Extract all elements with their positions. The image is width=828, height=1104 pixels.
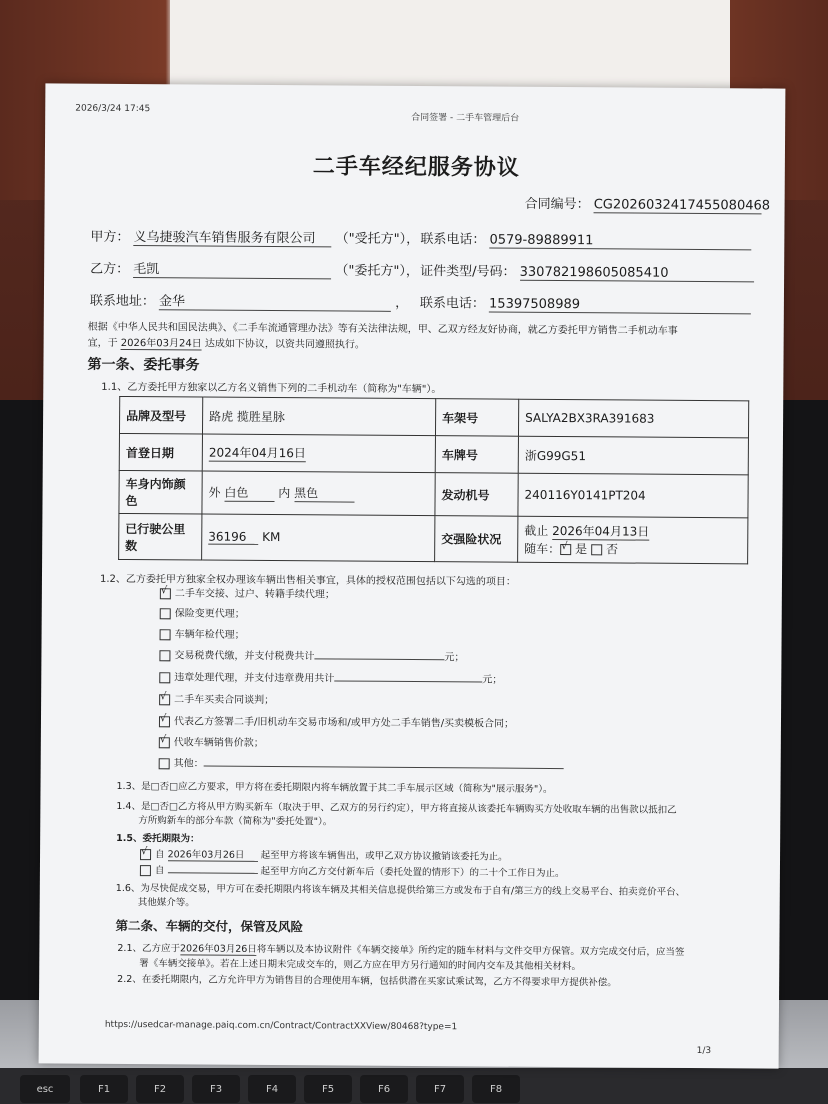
clause-1-4a: 1.4、是□否□乙方将从甲方购买新车（取决于甲、乙双方的另行约定），甲方将直接从该委托车辆购买方处收取车辆的出售款以抵扣乙	[116, 800, 677, 816]
key-f1: F1	[80, 1075, 128, 1103]
print-system-title: 合同签署 - 二手车管理后台	[411, 112, 520, 124]
option-item: √二手车买卖合同谈判；	[159, 690, 274, 706]
option-item: 车辆年检代理；	[160, 625, 245, 641]
contract-number	[524, 193, 771, 215]
key-esc: esc	[20, 1075, 70, 1103]
clause-1-5b: 自 起至甲方向乙方交付新车后（委托处置的情形下）的二十个工作日为止。	[140, 862, 565, 879]
checkbox-icon	[159, 672, 170, 683]
exterior-color: 白色	[224, 484, 274, 502]
option-item: √二手车交接、过户、转籍手续代理；	[160, 584, 335, 600]
clause-1-1: 1.1、乙方委托甲方独家以乙方名义销售下列的二手机动车（简称为"车辆"）。	[101, 381, 442, 396]
option-item: √代表乙方签署二手/旧机动车交易市场和/或甲方处二手车销售/买卖模板合同；	[159, 712, 514, 729]
party-b-id-row: 证件类型/号码： 330782198605085410	[420, 260, 754, 282]
option-item: 其他：	[159, 754, 564, 772]
option-item: 违章处理代理，并支付违章费用共计 元；	[159, 668, 502, 685]
print-datetime: 2026/3/24 17:45	[75, 103, 151, 115]
contract-no-value: CG2026032417455080468	[593, 197, 771, 214]
no-checkbox	[591, 544, 602, 555]
intro-date: 2026年03月24日	[121, 334, 202, 351]
party-a-row: 甲方： 义乌捷骏汽车销售服务有限公司 （"受托方"），	[90, 226, 419, 248]
party-b-phone-row: 联系电话： 15397508989	[420, 292, 751, 314]
intro-line-2: 宜，于 2026年03月24日 达成如下协议，以资共同遵照执行。	[88, 334, 365, 352]
option-item: 交易税费代缴，并支付税费共计 元；	[159, 646, 464, 663]
party-b-phone: 15397508989	[489, 297, 751, 315]
key-f2: F2	[136, 1075, 184, 1103]
key-f5: F5	[304, 1075, 352, 1103]
checkbox-icon	[159, 650, 170, 661]
clause-1-5a: √自 2026年03月26日 起至甲方将该车辆售出，或甲乙双方协议撤销该委托为止。	[140, 846, 508, 864]
contract-no-label: 合同编号：	[524, 196, 590, 213]
key-f4: F4	[248, 1075, 296, 1103]
clause-1-5: 1.5、委托期限为：	[116, 832, 200, 845]
reg-date-value: 2024年04月16日	[208, 445, 306, 461]
document-title: 二手车经纪服务协议	[312, 154, 520, 181]
clause-1-6a: 1.6、为尽快促成交易，甲方可在委托期限内将该车辆及其相关信息提供给第三方或发布于自有/第三方的线上交易平台、拍卖竞价平台、	[115, 882, 686, 898]
insurance-date: 2026年04月13日	[552, 523, 650, 539]
key-f3: F3	[192, 1075, 240, 1103]
clause-1-3: 1.3、是□否□应乙方要求，甲方将在委托期限内将车辆放置于其二手车展示区域（简称为"展示服务"）。	[116, 780, 553, 795]
page-number: 1/3	[696, 1045, 712, 1057]
party-b-address-row: 联系地址： 金华 ，	[90, 290, 408, 312]
party-b-address: 金华	[159, 290, 391, 312]
checkbox-icon	[159, 716, 170, 727]
key-f8: F8	[472, 1075, 520, 1103]
checkbox-icon	[160, 629, 171, 640]
section-1-heading: 第一条、委托事务	[87, 356, 200, 374]
party-b-name: 毛凯	[133, 258, 331, 279]
checkbox-icon	[159, 758, 170, 769]
party-b-id: 330782198605085410	[520, 265, 754, 283]
section-2-heading: 第二条、车辆的交付，保管及风险	[115, 917, 304, 935]
option-item: √代收车辆销售价款；	[159, 733, 264, 749]
clause-1-4b: 方所购新车的部分车款（简称为"委托处置"）。	[138, 815, 333, 828]
party-a-phone-row: 联系电话： 0579-89889911	[420, 228, 751, 250]
mileage-value: 36196	[208, 530, 258, 545]
plate-value: 浙G99G51	[518, 436, 748, 475]
checkbox-icon	[159, 737, 170, 748]
clause-2-1b: 署《车辆交接单》。若在上述日期未完成交车的，则乙方应在甲方另行通知的时间内交车及其他相关材料。	[139, 958, 582, 973]
party-a-name: 义乌捷骏汽车销售服务有限公司	[133, 226, 331, 247]
contract-paper	[39, 83, 786, 1068]
party-b-row: 乙方： 毛凯 （"委托方"），	[90, 258, 419, 280]
key-f6: F6	[360, 1075, 408, 1103]
party-a-phone: 0579-89889911	[489, 233, 751, 251]
table-row: 车身内饰颜色 外 白色 内 黑色 发动机号 240116Y0141PT204	[119, 470, 748, 517]
table-row: 已行驶公里数 36196 KM 交强险状况 截止 2026年04月13日 随车：√ 是 否	[119, 513, 748, 563]
footer-url: https://usedcar-manage.paiq.com.cn/Contract/ContractXXView/80468?type=1	[104, 1019, 458, 1033]
engine-value: 240116Y0141PT204	[518, 473, 748, 518]
table-row: 首登日期 2024年04月16日 车牌号 浙G99G51	[119, 433, 748, 474]
key-f7: F7	[416, 1075, 464, 1103]
option-item: 保险变更代理；	[160, 604, 245, 620]
brand-value: 路虎 揽胜星脉	[202, 397, 435, 436]
checkbox-icon	[160, 608, 171, 619]
clause-2-1a: 2.1、乙方应于2026年03月26日将车辆以及本协议附件《车辆交接单》所约定的随车材料与文件交甲方保管。双方完成交付后，应当签	[117, 940, 684, 959]
clause-1-2: 1.2、乙方委托甲方独家全权办理该车辆出售相关事宜，具体的授权范围包括以下勾选的项目：	[99, 573, 516, 588]
vehicle-info-table	[118, 396, 749, 564]
checkbox-icon	[159, 694, 170, 705]
intro-line-1: 根据《中华人民共和国民法典》、《二手车流通管理办法》等有关法律法规，甲、乙双方经友好协商，就乙方委托甲方销售二手机动车事	[87, 321, 678, 337]
table-row: 品牌及型号 路虎 揽胜星脉 车架号 SALYA2BX3RA391683	[119, 396, 748, 437]
yes-checkbox	[560, 544, 571, 555]
clause-1-6b: 其他媒介等。	[137, 897, 195, 909]
interior-color: 黑色	[294, 484, 354, 502]
clause-2-2: 2.2、在委托期限内，乙方允许甲方为销售目的合理使用车辆，包括供潜在买家试乘试驾，乙方不得要求甲方提供补偿。	[117, 973, 617, 989]
vin-value: SALYA2BX3RA391683	[518, 399, 748, 438]
checkbox-icon	[160, 588, 171, 599]
